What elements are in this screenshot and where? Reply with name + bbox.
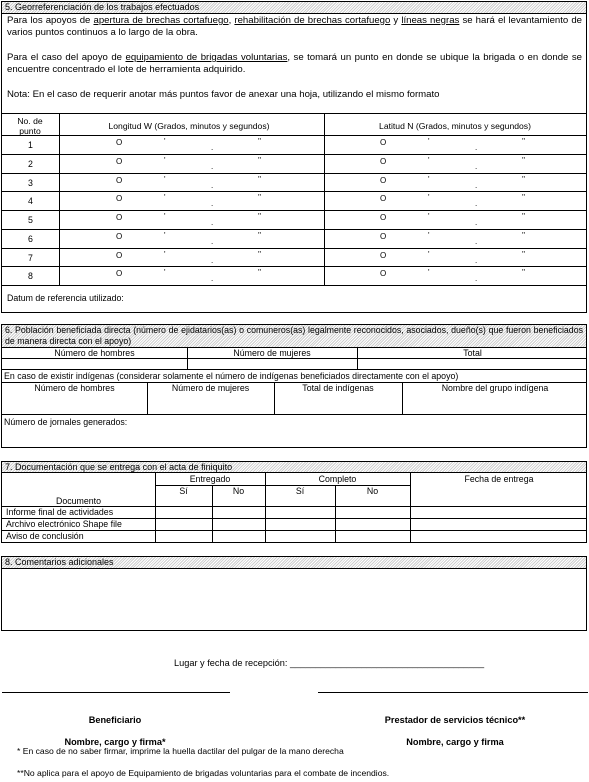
divider <box>265 473 266 543</box>
provider-sub: Nombre, cargo y firma <box>406 737 504 747</box>
minute-symbol: ' <box>428 249 430 259</box>
divider <box>2 358 586 359</box>
complete-yes: Sí <box>295 486 305 496</box>
table-row-divider <box>2 229 586 230</box>
col-header-longitude: Longitud W (Grados, minutos y segundos) <box>108 121 270 131</box>
degree-symbol: O <box>116 194 123 204</box>
decimal-dot: . <box>211 161 214 171</box>
second-symbol: '' <box>522 193 526 203</box>
ind-col-group: Nombre del grupo indígena <box>441 383 549 393</box>
divider <box>410 473 411 543</box>
degree-symbol: O <box>380 250 387 260</box>
decimal-dot: . <box>475 199 478 209</box>
decimal-dot: . <box>475 218 478 227</box>
complete-no: No <box>366 486 379 496</box>
beneficiary-sub: Nombre, cargo y firma* <box>64 737 166 747</box>
decimal-dot: . <box>211 255 214 265</box>
section-8-comentarios <box>1 556 587 631</box>
minute-symbol: ' <box>164 212 166 221</box>
degree-symbol: O <box>116 231 123 241</box>
second-symbol: '' <box>258 137 262 146</box>
doc-aviso-conclusion: Aviso de conclusión <box>6 531 84 541</box>
degree-symbol: O <box>116 250 123 260</box>
point-number: 6 <box>28 233 33 244</box>
second-symbol: '' <box>522 212 526 221</box>
minute-symbol: ' <box>428 193 430 203</box>
decimal-dot: . <box>211 199 214 209</box>
beneficiary-label: Beneficiario <box>88 715 142 725</box>
section-6-title: 6. Población beneficiada directa (número de ejidatarios(as) o comuneros(as) legalmente reconocidos, asociados, dueño(s) que fueron beneficiados de manera directa con el apoyo) <box>2 325 586 348</box>
col-delivered: Entregado <box>189 474 231 484</box>
degree-symbol: O <box>380 269 387 279</box>
point-number: 1 <box>28 140 33 150</box>
section-5-paragraph-2: Para el caso del apoyo de equipamiento de brigadas voluntarias, se tomará un punto en donde se ubique la brigada o en donde se encuentre concentrado el lote de herramienta adquirido. <box>7 52 582 75</box>
decimal-dot: . <box>211 180 214 190</box>
col-complete: Completo <box>318 474 357 484</box>
second-symbol: '' <box>258 268 262 278</box>
table-row-divider <box>2 173 586 174</box>
section-7-documentacion <box>1 461 587 543</box>
col-women: Número de mujeres <box>233 348 311 358</box>
jornales-label: Número de jornales generados: <box>4 417 128 427</box>
decimal-dot: . <box>475 255 478 265</box>
divider <box>2 530 586 531</box>
provider-label: Prestador de servicios técnico** <box>384 715 526 725</box>
divider <box>2 285 586 286</box>
second-symbol: '' <box>258 193 262 203</box>
decimal-dot: . <box>211 218 214 227</box>
section-7-title: 7. Documentación que se entrega con el acta de finiquito <box>2 462 586 473</box>
link-equipamiento-brigadas: equipamiento de brigadas voluntarias <box>125 52 288 63</box>
col-document: Documento <box>56 496 101 506</box>
second-symbol: '' <box>522 155 526 165</box>
degree-symbol: O <box>116 175 123 185</box>
minute-symbol: ' <box>164 155 166 165</box>
minute-symbol: ' <box>164 268 166 278</box>
degree-symbol: O <box>116 269 123 279</box>
link-rehabilitacion-brechas: rehabilitación de brechas cortafuego <box>234 15 391 26</box>
degree-symbol: O <box>116 213 123 222</box>
minute-symbol: ' <box>164 249 166 259</box>
section-5-title: 5. Georreferenciación de los trabajos efectuados <box>2 2 586 14</box>
doc-archivo-shape: Archivo electrónico Shape file <box>6 519 122 529</box>
ind-col-total: Total de indígenas <box>302 383 374 393</box>
divider <box>2 113 586 114</box>
degree-symbol: O <box>380 194 387 204</box>
divider <box>357 347 358 369</box>
decimal-dot: . <box>211 143 214 152</box>
col-header-point: No. de punto <box>17 116 43 136</box>
ind-col-men: Número de hombres <box>34 383 115 393</box>
link-apertura-brechas: apertura de brechas cortafuego <box>93 15 229 26</box>
decimal-dot: . <box>475 274 478 284</box>
decimal-dot: . <box>475 236 478 246</box>
decimal-dot: . <box>475 161 478 171</box>
footnote-2: **No aplica para el apoyo de Equipamiento de brigadas voluntarias para el combate de incendios. <box>17 768 390 778</box>
degree-symbol: O <box>380 231 387 241</box>
section-6-poblacion <box>1 324 587 448</box>
point-number: 2 <box>28 158 33 169</box>
degree-symbol: O <box>380 175 387 185</box>
second-symbol: '' <box>522 249 526 259</box>
decimal-dot: . <box>211 274 214 284</box>
second-symbol: '' <box>522 268 526 278</box>
second-symbol: '' <box>258 155 262 165</box>
minute-symbol: ' <box>164 174 166 184</box>
decimal-dot: . <box>475 180 478 190</box>
second-symbol: '' <box>522 137 526 146</box>
table-row-divider <box>2 210 586 211</box>
divider <box>335 485 336 543</box>
degree-symbol: O <box>380 213 387 222</box>
second-symbol: '' <box>522 230 526 240</box>
divider <box>274 382 275 414</box>
divider <box>2 414 586 415</box>
col-total: Total <box>463 348 482 358</box>
col-men: Número de hombres <box>54 348 135 358</box>
doc-informe-final: Informe final de actividades <box>6 507 114 517</box>
minute-symbol: ' <box>428 212 430 221</box>
minute-symbol: ' <box>428 230 430 240</box>
table-row-divider <box>2 248 586 249</box>
minute-symbol: ' <box>164 137 166 146</box>
section-5-georreferenciacion <box>1 1 587 313</box>
second-symbol: '' <box>258 212 262 221</box>
signature-line-provider <box>318 692 588 693</box>
signature-line-beneficiary <box>2 692 230 693</box>
degree-symbol: O <box>380 156 387 166</box>
degree-symbol: O <box>116 138 123 147</box>
decimal-dot: . <box>475 143 478 152</box>
divider <box>402 382 403 414</box>
point-number: 3 <box>28 177 33 188</box>
minute-symbol: ' <box>428 155 430 165</box>
point-number: 4 <box>28 196 33 207</box>
ind-col-women: Número de mujeres <box>171 383 250 393</box>
second-symbol: '' <box>258 230 262 240</box>
minute-symbol: ' <box>164 193 166 203</box>
degree-symbol: O <box>116 156 123 166</box>
divider <box>212 485 213 543</box>
point-number: 7 <box>28 252 33 263</box>
divider <box>147 382 148 414</box>
col-header-latitude: Latitud N (Grados, minutos y segundos) <box>379 121 531 131</box>
table-row-divider <box>2 266 586 267</box>
delivered-yes: Sí <box>179 486 188 496</box>
divider <box>187 347 188 369</box>
second-symbol: '' <box>522 174 526 184</box>
indigenous-note: En caso de existir indígenas (considerar solamente el número de indígenas beneficiados directamente con el apoyo) <box>4 371 459 381</box>
table-row-divider <box>2 191 586 192</box>
point-number: 8 <box>28 271 33 282</box>
divider <box>155 473 156 543</box>
footnote-1: * En caso de no saber firmar, imprime la huella dactilar del pulgar de la mano derecha <box>17 746 344 756</box>
table-row-divider <box>2 154 586 155</box>
section-5-paragraph-1: Para los apoyos de apertura de brechas cortafuego, rehabilitación de brechas cortafuego y líneas negras se hará el levantamiento de varios puntos continuos a lo largo de la obra. <box>7 15 582 38</box>
second-symbol: '' <box>258 174 262 184</box>
divider <box>324 113 325 285</box>
delivered-no: No <box>232 486 245 496</box>
degree-symbol: O <box>380 138 387 147</box>
col-date: Fecha de entrega <box>464 474 534 484</box>
reception-line: Lugar y fecha de recepción: ______________________________________ <box>174 658 485 668</box>
section-5-note: Nota: En el caso de requerir anotar más puntos favor de anexar una hoja, utilizando el mismo formato <box>7 89 440 100</box>
point-number: 5 <box>28 215 33 225</box>
datum-label: Datum de referencia utilizado: <box>7 293 124 303</box>
divider <box>59 113 60 285</box>
minute-symbol: ' <box>428 174 430 184</box>
section-8-title: 8. Comentarios adicionales <box>2 557 586 569</box>
decimal-dot: . <box>211 236 214 246</box>
minute-symbol: ' <box>164 230 166 240</box>
divider <box>2 369 586 370</box>
link-lineas-negras: líneas negras <box>401 15 460 26</box>
second-symbol: '' <box>258 249 262 259</box>
table-row-divider <box>2 135 586 136</box>
minute-symbol: ' <box>428 268 430 278</box>
minute-symbol: ' <box>428 137 430 146</box>
